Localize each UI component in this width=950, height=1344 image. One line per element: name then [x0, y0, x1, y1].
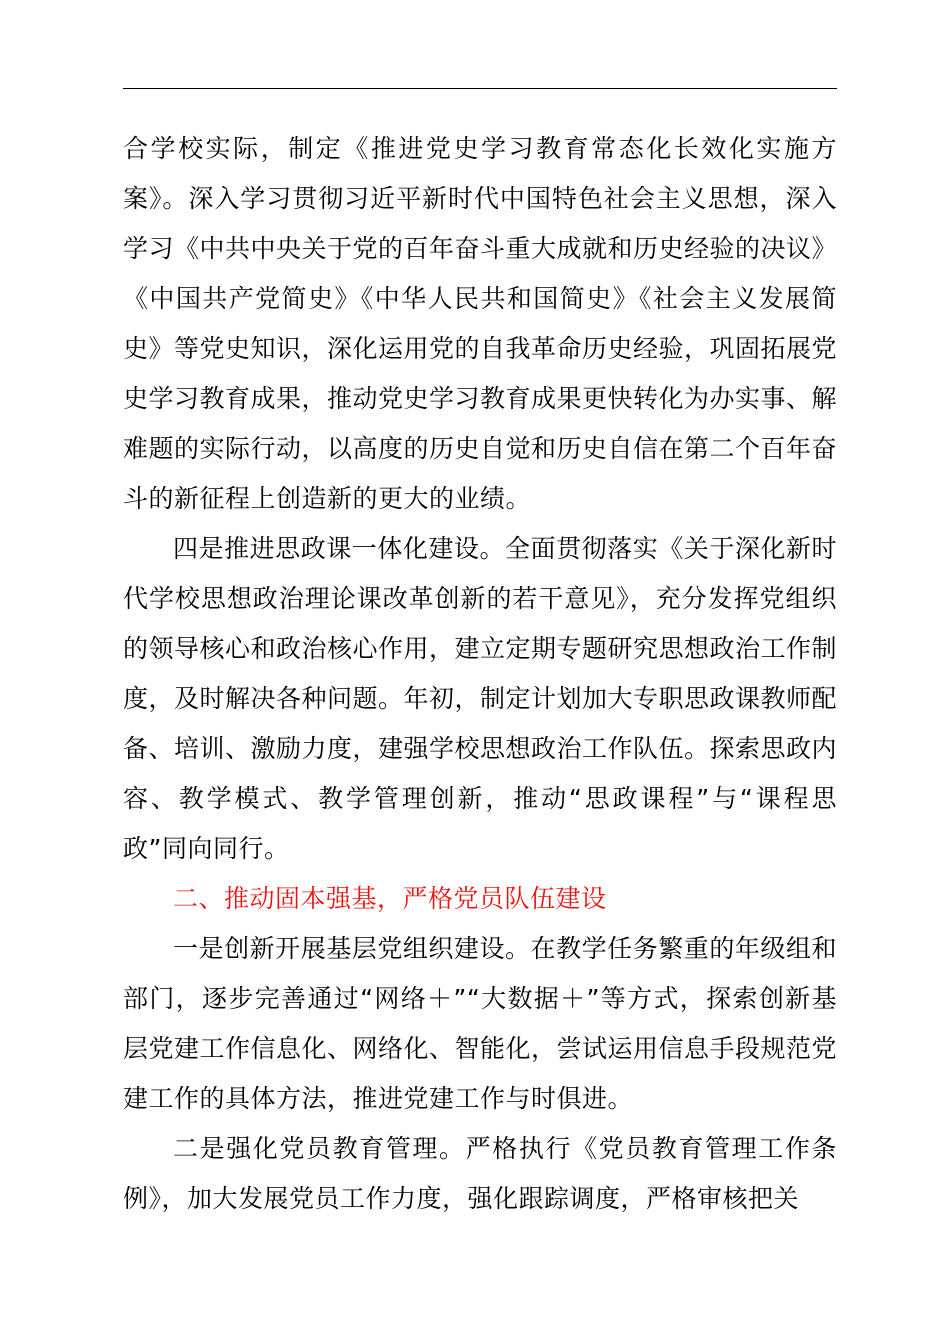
paragraph-ideological-course: 四是推进思政课一体化建设。全面贯彻落实《关于深化新时代学校思想政治理论课改革创新的若干意见》，充分发挥党组织的领导核心和政治核心作用，建立定期专题研究思想政治工作制度，及时解决各种问题。年初，制定计划加大专职思政课教师配备、培训、激励力度，建强学校思想政治工作队伍。探索思政内容、教学模式、教学管理创新，推动“思政课程”与“课程思政”同向同行。 [123, 534, 838, 863]
paragraph-continuation: 合学校实际，制定《推进党史学习教育常态化长效化实施方案》。深入学习贯彻习近平新时代中国特色社会主义思想，深入学习《中共中央关于党的百年奋斗重大成就和历史经验的决议》《中国共产党简史》《中华人民共和国简史》《社会主义发展简史》等党史知识，深化运用党的自我革命历史经验，巩固拓展党史学习教育成果，推动党史学习教育成果更快转化为办实事、解难题的实际行动，以高度的历史自觉和历史自信在第二个百年奋斗的新征程上创造新的更大的业绩。 [123, 134, 838, 513]
paragraph-grassroots-organization: 一是创新开展基层党组织建设。在教学任务繁重的年级组和部门，逐步完善通过“网络＋”“大数据＋”等方式，探索创新基层党建工作信息化、网络化、智能化，尝试运用信息手段规范党建工作的具体方法，推进党建工作与时俱进。 [123, 934, 838, 1113]
header-rule [123, 88, 837, 89]
document-body [123, 124, 837, 1224]
section-heading: 二、推动固本强基，严格党员队伍建设 [173, 884, 607, 913]
paragraph-member-education: 二是强化党员教育管理。严格执行《党员教育管理工作条例》，加大发展党员工作力度，强化跟踪调度，严格审核把关 [123, 1134, 837, 1213]
